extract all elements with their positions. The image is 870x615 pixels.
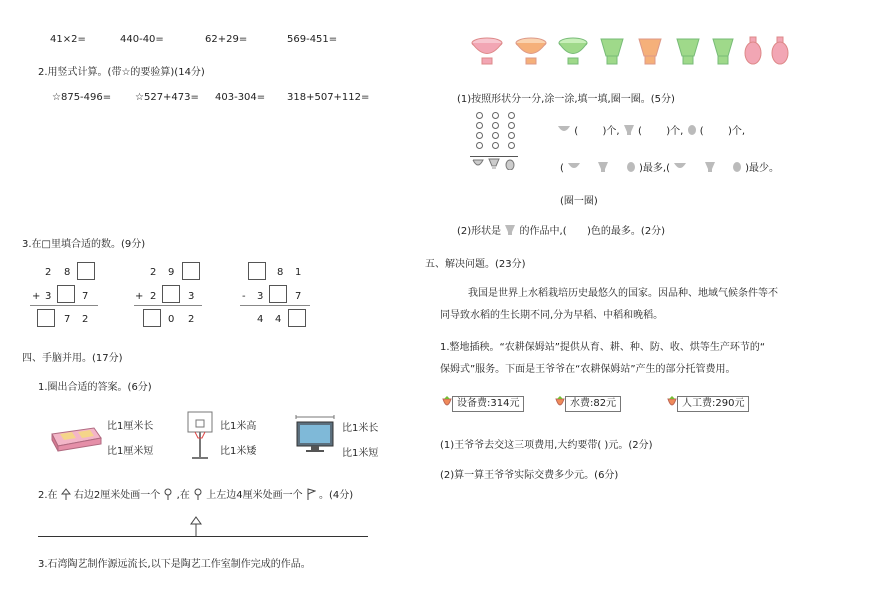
paren-open: ( (574, 126, 579, 137)
answer-box[interactable] (182, 262, 200, 280)
question-3-title: 3.在□里填合适的数。(9分) (22, 239, 146, 250)
digit: 3 (45, 291, 52, 302)
digit: 7 (295, 291, 302, 302)
draw-instruction-part: 上左边4厘米处画一个 (206, 490, 303, 501)
count-circle[interactable] (492, 122, 499, 129)
option-shorter-1cm[interactable]: 比1厘米短 (107, 446, 154, 457)
bowl-icon (567, 161, 581, 172)
eraser-icon (48, 420, 103, 452)
pottery-cup-icon (674, 36, 702, 66)
pottery-bowl-icon (470, 36, 504, 66)
count-circle[interactable] (476, 142, 483, 149)
count-circle[interactable] (492, 112, 499, 119)
digit: 7 (82, 291, 89, 302)
digit: 4 (275, 314, 282, 325)
digit: 2 (150, 291, 157, 302)
option-shorter-1m-tv[interactable]: 比1米短 (342, 448, 379, 459)
fee-question-2: (2)算一算王爷爷实际交费多少元。(6分) (440, 470, 619, 481)
count-circle[interactable] (492, 132, 499, 139)
answer-box[interactable] (143, 309, 161, 327)
answer-box[interactable] (269, 285, 287, 303)
option-shorter-1m[interactable]: 比1米矮 (220, 446, 257, 457)
digit: 2 (82, 314, 89, 325)
count-circle[interactable] (476, 112, 483, 119)
vase-small-icon (504, 158, 516, 170)
digit: 2 (188, 314, 195, 325)
fill-blank-line-2 (560, 159, 779, 174)
vertical-calc-item: 403-304= (215, 92, 266, 103)
bowl-icon (673, 161, 687, 172)
digit: 3 (257, 291, 264, 302)
count-circle[interactable] (476, 132, 483, 139)
square-flag-icon (306, 488, 316, 500)
calc-item: 41×2= (50, 34, 86, 45)
circle-flag-icon (163, 488, 173, 500)
digit: 7 (64, 314, 71, 325)
q2-part: )色的最多。(2分) (587, 226, 666, 237)
option-longer-1cm[interactable]: 比1厘米长 (107, 421, 154, 432)
vase-icon (626, 160, 636, 172)
operator: + (32, 291, 41, 302)
vertical-calc-item: 318+507+112= (287, 92, 370, 103)
section-5-title: 五、解决问题。(23分) (425, 259, 526, 270)
digit: 3 (188, 291, 195, 302)
cup-icon (704, 161, 716, 172)
pottery-cup-icon (636, 36, 664, 66)
paren-open: ( (637, 126, 642, 137)
sum-line (30, 305, 98, 306)
q2-part: 的作品中,( (519, 226, 567, 237)
fee-water: 水费:82元 (565, 396, 621, 412)
draw-instruction-part: 2.在 (38, 490, 58, 501)
triangle-flag-icon (61, 488, 71, 500)
cup-icon (597, 161, 609, 172)
vase-icon (687, 123, 697, 135)
question-2-title: 2.用竖式计算。(带☆的要验算)(14分) (38, 67, 205, 78)
paren-open: ( (699, 126, 704, 137)
count-circle[interactable] (508, 112, 515, 119)
circle-caption: (圈一圈) (560, 196, 598, 207)
vertical-calc-item: ☆527+473= (135, 92, 199, 103)
digit: 2 (45, 267, 52, 278)
draw-instruction-part: 右边2厘米处画一个 (73, 490, 161, 501)
pottery-bowl-icon (514, 36, 548, 66)
grid-baseline (470, 156, 518, 157)
triangle-marker-icon (190, 516, 202, 536)
fee-labor: 人工费:290元 (677, 396, 749, 412)
count-circle[interactable] (508, 142, 515, 149)
cup-small-icon (488, 158, 500, 170)
count-suffix: )个, (666, 126, 684, 137)
bowl-small-icon (472, 158, 484, 170)
answer-box[interactable] (37, 309, 55, 327)
pottery-vase-icon (743, 36, 763, 66)
count-circle[interactable] (508, 122, 515, 129)
answer-box[interactable] (77, 262, 95, 280)
circle-flag-icon (193, 488, 203, 500)
digit: 9 (168, 267, 175, 278)
option-taller-1m[interactable]: 比1米高 (220, 421, 257, 432)
draw-instruction (38, 486, 353, 501)
count-circle[interactable] (508, 132, 515, 139)
sum-line (240, 305, 310, 306)
calc-item: 62+29= (205, 34, 248, 45)
fee-equipment: 设备费:314元 (452, 396, 524, 412)
q2-part: (2)形状是 (457, 226, 502, 237)
television-icon (294, 414, 336, 454)
vase-icon (732, 160, 742, 172)
count-circle[interactable] (492, 142, 499, 149)
fee-question-1: (1)王爷爷去交这三项费用,大约要带( )元。(2分) (440, 440, 653, 451)
pottery-cup-icon (710, 36, 736, 66)
option-longer-1m[interactable]: 比1米长 (342, 423, 379, 434)
right-question-1-title: (1)按照形状分一分,涂一涂,填一填,圈一圈。(5分) (457, 94, 675, 105)
cup-icon (623, 124, 635, 135)
operator: - (242, 291, 246, 302)
answer-box[interactable] (162, 285, 180, 303)
pottery-bowl-icon (557, 36, 589, 66)
right-question-2 (457, 222, 665, 237)
vertical-calc-item: ☆875-496= (52, 92, 112, 103)
draw-instruction-part: 。(4分) (318, 490, 354, 501)
digit: 4 (257, 314, 264, 325)
calc-item: 440-40= (120, 34, 164, 45)
most-label: )最多,( (639, 163, 671, 174)
paren-open: ( (560, 163, 564, 174)
digit: 8 (64, 267, 71, 278)
question-3b-title: 3.石湾陶艺制作源远流长,以下是陶艺工作室制作完成的作品。 (38, 559, 311, 570)
cup-icon (504, 224, 516, 236)
answer-box[interactable] (57, 285, 75, 303)
basketball-hoop-icon (186, 410, 216, 462)
digit: 8 (277, 267, 284, 278)
calc-row-1 (50, 34, 86, 45)
question-1-title: 1.圈出合适的答案。(6分) (38, 382, 152, 393)
count-suffix: )个, (602, 126, 620, 137)
digit: 2 (150, 267, 157, 278)
calc-item: 569-451= (287, 34, 338, 45)
answer-box[interactable] (248, 262, 266, 280)
drawing-baseline (38, 536, 368, 537)
bowl-icon (557, 124, 571, 135)
sum-line (134, 305, 202, 306)
count-suffix: )个, (727, 126, 746, 137)
problem-1-line-2: 保姆式”服务。下面是王爷爷在“农耕保姆站”产生的部分托管费用。 (440, 364, 736, 375)
problem-1-line-1: 1.整地插秧。“农耕保姆站”提供从育、耕、种、防、收、烘等生产环节的“ (440, 342, 766, 353)
pottery-cup-icon (598, 36, 626, 66)
intro-paragraph-line-1: 我国是世界上水稻栽培历史最悠久的国家。因品种、地域气候条件等不 (468, 288, 778, 299)
digit: 0 (168, 314, 175, 325)
fill-blank-line-1 (557, 122, 745, 137)
least-label: )最少。 (745, 163, 780, 174)
digit: 1 (295, 267, 302, 278)
answer-box[interactable] (288, 309, 306, 327)
intro-paragraph-line-2: 同导致水稻的生长期不同,分为早稻、中稻和晚稻。 (440, 310, 664, 321)
pottery-vase-icon (770, 36, 790, 66)
draw-instruction-part: ,在 (176, 490, 190, 501)
count-circle[interactable] (476, 122, 483, 129)
operator: + (135, 291, 144, 302)
section-4-title: 四、手脑并用。(17分) (22, 353, 123, 364)
